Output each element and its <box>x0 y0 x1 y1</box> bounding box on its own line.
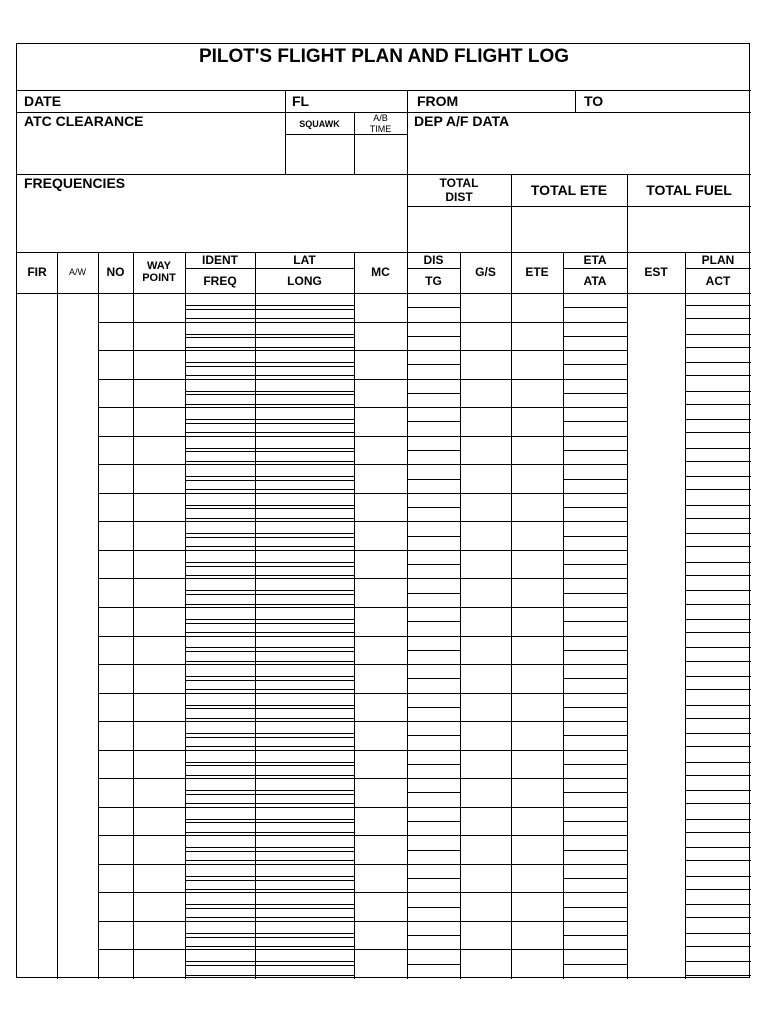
row-subline <box>185 366 354 367</box>
col-gs: G/S <box>475 265 496 279</box>
row-subline <box>407 450 460 451</box>
row-subline <box>185 391 354 392</box>
col-long: LONG <box>287 274 322 288</box>
row-subline <box>685 775 751 776</box>
row-subline <box>685 347 751 348</box>
row-subline <box>563 707 627 708</box>
row-subline <box>185 480 354 481</box>
row-separator <box>98 578 627 579</box>
row-subline <box>685 518 751 519</box>
row-subline <box>563 450 627 451</box>
row-subline <box>185 680 354 681</box>
row-subline <box>185 794 354 795</box>
rule-columns-top <box>17 252 751 253</box>
row-subline <box>563 479 627 480</box>
row-subline <box>563 336 627 337</box>
vline-fl <box>285 90 286 174</box>
row-subline <box>563 393 627 394</box>
row-separator <box>98 521 627 522</box>
row-subline <box>407 536 460 537</box>
rule-dis <box>407 268 460 269</box>
row-subline <box>685 476 751 477</box>
from-label: FROM <box>417 93 459 109</box>
row-separator <box>98 693 627 694</box>
row-separator <box>98 322 627 323</box>
row-subline <box>685 305 751 306</box>
row-subline <box>407 707 460 708</box>
row-subline <box>185 775 354 776</box>
row-subline <box>685 876 751 877</box>
col-mc: MC <box>371 265 390 279</box>
row-separator <box>98 892 627 893</box>
vline-col-mc <box>354 252 355 979</box>
row-subline <box>407 479 460 480</box>
dep-af-data-label: DEP A/F DATA <box>414 113 510 129</box>
row-subline <box>685 391 751 392</box>
row-subline <box>685 661 751 662</box>
rule-title-bottom <box>17 90 751 91</box>
row-subline <box>185 880 354 881</box>
row-subline <box>185 347 354 348</box>
col-way: WAY <box>146 260 172 272</box>
row-subline <box>407 364 460 365</box>
row-separator <box>98 750 627 751</box>
row-subline <box>685 546 751 547</box>
rule-totals-label <box>407 206 751 207</box>
row-subline <box>407 735 460 736</box>
row-subline <box>685 533 751 534</box>
row-subline <box>685 461 751 462</box>
row-subline <box>185 689 354 690</box>
row-subline <box>685 604 751 605</box>
row-subline <box>685 590 751 591</box>
row-subline <box>185 562 354 563</box>
row-subline <box>185 566 354 567</box>
rule-eta <box>563 268 627 269</box>
col-est: EST <box>644 265 668 279</box>
col-aw: A/W <box>69 267 86 277</box>
row-subline <box>185 746 354 747</box>
row-subline <box>407 850 460 851</box>
row-subline <box>185 309 354 310</box>
row-subline <box>563 821 627 822</box>
row-separator <box>98 407 627 408</box>
row-subline <box>185 619 354 620</box>
row-subline <box>563 878 627 879</box>
row-subline <box>685 676 751 677</box>
row-subline <box>685 318 751 319</box>
col-no: NO <box>106 265 125 279</box>
col-act: ACT <box>705 274 731 288</box>
col-eta: ETA <box>583 253 607 267</box>
row-separator <box>98 778 627 779</box>
row-separator <box>98 379 627 380</box>
row-subline <box>563 307 627 308</box>
row-subline <box>407 621 460 622</box>
vline-col-no <box>98 252 99 979</box>
row-subline <box>185 975 354 976</box>
row-subline <box>407 964 460 965</box>
row-subline <box>185 362 354 363</box>
row-separator <box>98 607 627 608</box>
row-subline <box>563 792 627 793</box>
row-subline <box>685 432 751 433</box>
row-subline <box>563 764 627 765</box>
form-title: PILOT'S FLIGHT PLAN AND FLIGHT LOG <box>198 46 570 67</box>
row-subline <box>185 965 354 966</box>
vline-from <box>407 90 408 174</box>
row-separator <box>98 721 627 722</box>
row-subline <box>407 507 460 508</box>
row-subline <box>407 564 460 565</box>
row-subline <box>185 876 354 877</box>
row-subline <box>407 878 460 879</box>
row-subline <box>185 822 354 823</box>
col-ata: ATA <box>583 274 607 288</box>
vline-col-eta <box>563 252 564 979</box>
row-separator <box>98 550 627 551</box>
row-subline <box>185 708 354 709</box>
row-subline <box>685 705 751 706</box>
frequencies-label: FREQUENCIES <box>24 175 126 191</box>
row-subline <box>685 489 751 490</box>
atc-clearance-label: ATC CLEARANCE <box>24 113 144 129</box>
row-subline <box>185 762 354 763</box>
row-subline <box>685 762 751 763</box>
row-subline <box>185 904 354 905</box>
row-subline <box>185 705 354 706</box>
flight-log-form <box>16 43 750 978</box>
row-subline <box>185 847 354 848</box>
fl-label: FL <box>292 93 310 109</box>
row-subline <box>407 821 460 822</box>
col-point: POINT <box>142 272 176 284</box>
rule-squawk-label <box>285 134 407 135</box>
col-ident: IDENT <box>202 253 238 267</box>
row-subline <box>563 850 627 851</box>
row-subline <box>563 964 627 965</box>
row-subline <box>685 562 751 563</box>
rule-ident-lat <box>185 268 354 269</box>
row-subline <box>685 375 751 376</box>
row-subline <box>185 819 354 820</box>
row-subline <box>185 432 354 433</box>
row-separator <box>98 864 627 865</box>
row-subline <box>185 651 354 652</box>
row-subline <box>185 489 354 490</box>
col-lat: LAT <box>293 253 316 267</box>
row-subline <box>185 933 354 934</box>
row-subline <box>685 819 751 820</box>
row-subline <box>185 733 354 734</box>
row-subline <box>185 318 354 319</box>
row-subline <box>685 505 751 506</box>
row-subline <box>185 803 354 804</box>
row-subline <box>685 961 751 962</box>
row-subline <box>563 564 627 565</box>
row-subline <box>185 632 354 633</box>
row-subline <box>685 619 751 620</box>
row-separator <box>98 664 627 665</box>
row-subline <box>685 933 751 934</box>
row-subline <box>185 961 354 962</box>
row-subline <box>185 394 354 395</box>
rule-plan <box>685 268 751 269</box>
row-subline <box>685 362 751 363</box>
row-subline <box>685 847 751 848</box>
row-separator <box>98 921 627 922</box>
row-subline <box>563 621 627 622</box>
rule-columns-bottom <box>17 293 751 294</box>
row-subline <box>185 661 354 662</box>
row-subline <box>563 536 627 537</box>
row-subline <box>185 508 354 509</box>
row-subline <box>185 337 354 338</box>
row-subline <box>685 404 751 405</box>
row-subline <box>185 404 354 405</box>
col-ete: ETE <box>525 265 549 279</box>
row-subline <box>563 593 627 594</box>
row-subline <box>685 718 751 719</box>
vline-to <box>575 90 576 112</box>
row-separator <box>98 464 627 465</box>
vline-col-gs <box>460 252 461 979</box>
row-subline <box>185 647 354 648</box>
row-separator <box>98 636 627 637</box>
row-subline <box>685 904 751 905</box>
row-subline <box>685 647 751 648</box>
row-subline <box>185 476 354 477</box>
row-subline <box>185 305 354 306</box>
squawk-label: SQUAWK <box>299 119 340 129</box>
row-subline <box>185 334 354 335</box>
ab-label: A/B <box>373 113 388 123</box>
row-subline <box>185 908 354 909</box>
row-subline <box>685 889 751 890</box>
row-subline <box>407 935 460 936</box>
vline-col-aw <box>57 252 58 979</box>
row-subline <box>685 733 751 734</box>
col-dis: DIS <box>423 253 444 267</box>
row-subline <box>685 746 751 747</box>
row-subline <box>407 593 460 594</box>
row-subline <box>185 594 354 595</box>
row-separator <box>98 835 627 836</box>
row-separator <box>98 436 627 437</box>
row-subline <box>685 575 751 576</box>
row-subline <box>407 421 460 422</box>
row-subline <box>185 590 354 591</box>
col-tg: TG <box>425 274 442 288</box>
row-subline <box>563 507 627 508</box>
row-separator <box>98 807 627 808</box>
col-fir: FIR <box>27 265 47 279</box>
row-separator <box>98 350 627 351</box>
row-subline <box>563 421 627 422</box>
row-subline <box>407 678 460 679</box>
total-label: TOTAL <box>439 176 479 190</box>
row-subline <box>407 792 460 793</box>
row-subline <box>563 935 627 936</box>
row-subline <box>185 889 354 890</box>
row-subline <box>563 650 627 651</box>
vline-col-waypoint <box>133 252 134 979</box>
row-subline <box>185 765 354 766</box>
row-subline <box>685 917 751 918</box>
row-subline <box>563 364 627 365</box>
to-label: TO <box>584 93 604 109</box>
row-subline <box>407 650 460 651</box>
row-subline <box>685 689 751 690</box>
row-subline <box>185 537 354 538</box>
row-subline <box>185 832 354 833</box>
row-subline <box>563 735 627 736</box>
row-subline <box>685 419 751 420</box>
row-subline <box>185 461 354 462</box>
row-subline <box>407 907 460 908</box>
row-subline <box>185 505 354 506</box>
row-subline <box>185 737 354 738</box>
rule-atc-bottom <box>17 174 751 175</box>
row-subline <box>185 546 354 547</box>
row-subline <box>563 907 627 908</box>
vline-col-est <box>627 252 628 979</box>
row-subline <box>185 423 354 424</box>
row-subline <box>185 790 354 791</box>
row-subline <box>185 451 354 452</box>
total-ete-label: TOTAL ETE <box>530 182 608 198</box>
row-subline <box>685 946 751 947</box>
row-subline <box>685 448 751 449</box>
row-subline <box>685 860 751 861</box>
row-subline <box>685 832 751 833</box>
row-subline <box>185 375 354 376</box>
row-subline <box>185 676 354 677</box>
row-subline <box>185 917 354 918</box>
row-subline <box>563 678 627 679</box>
row-subline <box>185 851 354 852</box>
row-subline <box>407 393 460 394</box>
col-freq: FREQ <box>203 274 237 288</box>
row-subline <box>185 860 354 861</box>
vline-col-ete <box>511 252 512 979</box>
row-subline <box>185 533 354 534</box>
row-separator <box>98 949 627 950</box>
row-subline <box>407 307 460 308</box>
row-subline <box>407 336 460 337</box>
date-label: DATE <box>24 93 62 109</box>
row-subline <box>185 419 354 420</box>
time-label: TIME <box>369 124 392 134</box>
row-subline <box>685 975 751 976</box>
row-subline <box>185 718 354 719</box>
total-fuel-label: TOTAL FUEL <box>646 182 732 198</box>
row-subline <box>185 946 354 947</box>
row-separator <box>98 493 627 494</box>
row-subline <box>685 632 751 633</box>
row-subline <box>185 937 354 938</box>
row-subline <box>185 448 354 449</box>
row-subline <box>185 575 354 576</box>
row-subline <box>185 623 354 624</box>
vline-col-dis <box>407 252 408 979</box>
row-subline <box>685 790 751 791</box>
row-subline <box>185 518 354 519</box>
dist-label: DIST <box>445 190 473 204</box>
col-plan: PLAN <box>701 253 735 267</box>
row-subline <box>407 764 460 765</box>
row-subline <box>685 803 751 804</box>
row-subline <box>185 604 354 605</box>
row-subline <box>685 334 751 335</box>
